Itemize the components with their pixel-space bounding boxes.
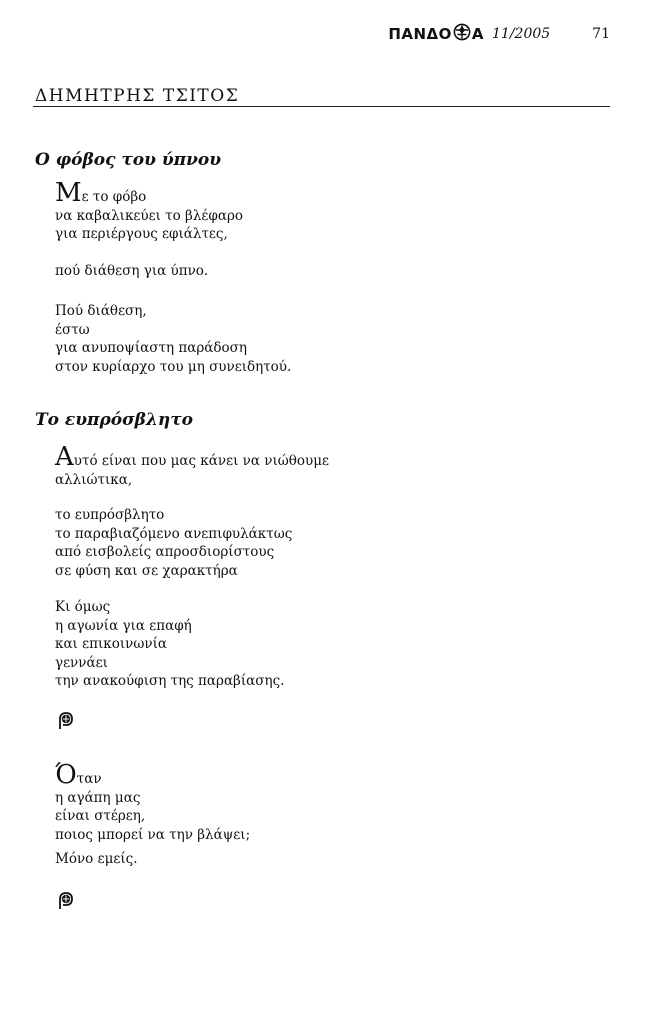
poem-3-stanza-1: [55, 760, 251, 844]
poem-line: το παραβιαζόμενο ανεπιφυλάκτως: [55, 525, 293, 542]
poem-line: ποιος μπορεί να την βλάψει;: [55, 826, 251, 843]
poem-line: για περιέργους εφιάλτες,: [55, 226, 228, 242]
poem-line: το ευπρόσβλητο: [55, 507, 165, 523]
pandora-box-ornament-icon: [57, 890, 75, 910]
drop-cap: Ό: [55, 760, 77, 790]
poem-line: και επικοινωνία: [55, 636, 167, 652]
poem-title-fear-of-sleep: Ο φόβος του ύπνου: [35, 150, 222, 170]
poem-1-stanza-2: [55, 262, 208, 281]
poem-line: είναι στέρεη,: [55, 808, 146, 824]
poem-line: για ανυποψίαστη παράδοση: [55, 340, 247, 356]
running-head: [380, 22, 610, 46]
pandora-box-ornament-icon: [57, 710, 75, 730]
poem-line: την ανακούφιση της παραβίασης.: [55, 673, 285, 689]
poem-line: γεννάει: [55, 654, 108, 671]
poem-line: Μόνο εμείς.: [55, 851, 138, 867]
poem-1-stanza-1: [55, 178, 244, 244]
poem-line: αλλιώτικα,: [55, 471, 133, 488]
journal-name-prefix: ΠΑΝΔΟ: [388, 25, 452, 43]
poem-line: Αυτό είναι που μας κάνει να νιώθουμε: [55, 442, 330, 472]
poem-line: η αγάπη μας: [55, 789, 141, 806]
journal-name: [388, 23, 484, 45]
poem-line: Κι όμως: [55, 599, 111, 615]
poem-2-stanza-3: [55, 598, 284, 691]
journal-name-suffix: Α: [471, 25, 484, 43]
drop-cap: Μ: [55, 178, 82, 208]
poem-line: σε φύση και σε χαρακτήρα: [55, 562, 238, 579]
poem-line: Πού διάθεση,: [55, 303, 147, 319]
poem-line: από εισβολείς απροσδιορίστους: [55, 544, 275, 560]
poem-line: στον κυρίαρχο του μη συνειδητού.: [55, 358, 292, 375]
issue-number: 11/2005: [492, 26, 551, 42]
poem-line: έστω: [55, 321, 90, 338]
poem-1-stanza-3: [55, 302, 291, 376]
poem-line: Όταν: [55, 760, 102, 790]
author-name: ΔΗΜΗΤΡΗΣ ΤΣΙΤΟΣ: [35, 86, 240, 106]
drop-cap: Α: [55, 442, 74, 472]
poem-line: Με το φόβο: [55, 178, 147, 208]
poem-line: να καβαλικεύει το βλέφαρο: [55, 207, 244, 224]
poem-2-stanza-1: [55, 442, 330, 489]
journal-logo-icon: [453, 23, 471, 45]
poem-2-stanza-2: [55, 506, 292, 580]
page-number: 71: [592, 26, 610, 42]
poem-3-stanza-2: [55, 850, 137, 869]
poem-title-vulnerable: Το ευπρόσβλητο: [35, 410, 194, 430]
author-divider: [33, 106, 610, 107]
poem-line: πού διάθεση για ύπνο.: [55, 263, 209, 279]
poem-line: η αγωνία για επαφή: [55, 617, 192, 634]
